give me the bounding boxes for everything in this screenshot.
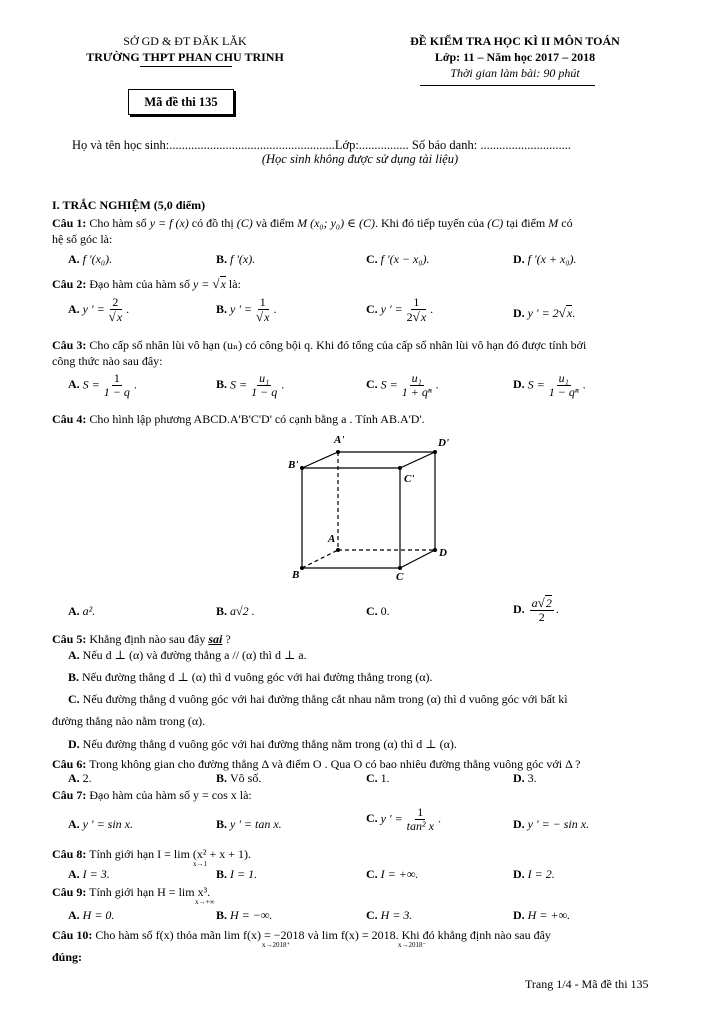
- question-3-label: Câu 3:: [52, 338, 87, 352]
- section-title: I. TRẮC NGHIỆM (5,0 điểm): [52, 198, 206, 212]
- question-1-text-a: Cho hàm số: [89, 216, 150, 230]
- question-8: [52, 846, 673, 862]
- question-8-label: Câu 8:: [52, 847, 87, 861]
- exam-note: (Học sinh không được sử dụng tài liệu): [261, 152, 459, 166]
- school-name: TRƯỜNG THPT PHAN CHU TRINH: [86, 50, 284, 64]
- q8-option-a[interactable]: A. I = 3.: [68, 867, 110, 881]
- q8-option-c[interactable]: C. I = +∞.: [366, 867, 419, 881]
- question-4-label: Câu 4:: [52, 412, 87, 426]
- q9-option-c[interactable]: C. H = 3.: [366, 908, 413, 922]
- q6-option-d[interactable]: D. 3.: [513, 771, 537, 785]
- q6-option-a[interactable]: A. 2.: [68, 771, 92, 785]
- question-9-label: Câu 9:: [52, 885, 87, 899]
- q9-limit-sub: x→+∞: [195, 898, 215, 906]
- question-7-label: Câu 7:: [52, 788, 87, 802]
- question-8-text: Tính giới hạn I = lim (x² + x + 1).: [89, 847, 252, 861]
- question-6-text: Trong không gian cho đường thẳng Δ và điểm O . Qua O có bao nhiêu đường thẳng vuông góc với Δ ?: [89, 757, 581, 771]
- q1-option-b[interactable]: B. f '(x).: [216, 252, 256, 266]
- cube-top-face: [302, 452, 435, 468]
- question-10-line2: đúng:: [52, 950, 83, 964]
- cube-label-C1: C': [404, 473, 415, 485]
- question-3: [52, 337, 673, 369]
- question-4-text: Cho hình lập phương ABCD.A'B'C'D' có cạnh bằng a . Tính AB.A'D'.: [89, 412, 425, 426]
- q3-option-d[interactable]: D. S = $\frac{\text{u₁}}{\text{1 − qⁿ}}$ .: [513, 371, 586, 399]
- question-9-text: Tính giới hạn H = lim x³.: [89, 885, 211, 899]
- q4-option-b[interactable]: B. a√2 .: [216, 604, 255, 618]
- cube-label-A1: A': [334, 434, 345, 446]
- q9-option-b[interactable]: B. H = −∞.: [216, 908, 273, 922]
- student-info-line: Họ và tên học sinh:.....................................................Lớp:................ Số báo danh: .............................: [72, 138, 571, 152]
- exam-title: ĐỀ KIỂM TRA HỌC KÌ II MÔN TOÁN: [410, 34, 620, 48]
- page-footer: Trang 1/4 - Mã đề thi 135: [525, 977, 649, 991]
- q2-option-c[interactable]: C. y ' = $\frac{1}{2√x}$ .: [366, 295, 434, 324]
- q9-option-d[interactable]: D. H = +∞.: [513, 908, 571, 922]
- q5-option-c[interactable]: C. Nếu đường thẳng d vuông góc với hai đường thẳng cắt nhau nằm trong (α) thì d vuông góc với bất kì: [68, 692, 568, 706]
- q2-option-a[interactable]: A. y ' = $\frac{2}{√x}$ .: [68, 295, 130, 324]
- q4-option-c[interactable]: C. 0.: [366, 604, 390, 618]
- dept-name: SỞ GD & ĐT ĐĂK LĂK: [123, 34, 247, 48]
- cube-label-C: C: [396, 571, 404, 583]
- question-5-text: Khẳng định nào sau đây: [89, 632, 209, 646]
- class-year: Lớp: 11 – Năm học 2017 – 2018: [434, 50, 596, 64]
- q1-option-a[interactable]: A. f '(x₀).: [68, 252, 113, 266]
- question-10-text: Cho hàm số f(x) thỏa mãn lim f(x) = −2018 và lim f(x) = 2018. Khi đó khẳng định nào sau đây: [95, 928, 551, 942]
- q8-limit-sub: x→1: [193, 860, 207, 868]
- q1-option-d[interactable]: D. f '(x + x₀).: [513, 252, 577, 266]
- question-10-label: Câu 10:: [52, 928, 93, 942]
- q5-option-a[interactable]: A. Nếu d ⊥ (α) và đường thẳng a // (α) thì d ⊥ a.: [68, 648, 307, 662]
- q1-option-c[interactable]: C. f '(x − x₀).: [366, 252, 430, 266]
- q7-option-c[interactable]: C. y ' = $\frac{1}{\text{tan² x}}$ .: [366, 805, 441, 833]
- question-4: [52, 411, 673, 427]
- question-1: Câu 1: Cho hàm số y = f (x) có đồ thị (C) và điểm M (x₀; y₀) ∈ (C). Khi đó tiếp tuyến của (C) tại điểm M có hệ số góc là:: [52, 216, 573, 246]
- q2-option-b[interactable]: B. y ' = $\frac{1}{√x}$ .: [216, 295, 277, 324]
- q3-option-c[interactable]: C. S = $\frac{\text{u₁}}{\text{1 + qⁿ}}$ .: [366, 371, 439, 399]
- question-2-tail: là:: [225, 277, 241, 291]
- cube-figure: [280, 430, 460, 590]
- q7-option-d[interactable]: D. y ' = − sin x.: [513, 817, 590, 831]
- q8-option-d[interactable]: D. I = 2.: [513, 867, 555, 881]
- q10-limit-sub-2: x→2018⁻: [398, 941, 427, 949]
- q3-option-a[interactable]: A. S = $\frac{1}{1 - q}$ .: [68, 371, 137, 399]
- q3-option-b[interactable]: B. S = $\frac{\text{u₁}}{1 - q}$ .: [216, 371, 285, 399]
- question-7: [52, 787, 673, 803]
- q9-option-a[interactable]: A. H = 0.: [68, 908, 115, 922]
- question-5-label: Câu 5:: [52, 632, 87, 646]
- question-2-label: Câu 2:: [52, 277, 87, 291]
- question-3-line2: công thức nào sau đây:: [52, 354, 163, 368]
- question-1-label: Câu 1:: [52, 216, 87, 230]
- q4-option-d[interactable]: D. $\frac{a√2}{2}$ .: [513, 595, 559, 624]
- cube-label-D1: D': [438, 437, 449, 449]
- cube-label-B1: B': [288, 459, 299, 471]
- q10-limit-sub-1: x→2018⁺: [262, 941, 291, 949]
- q2-option-d[interactable]: D. y ' = 2√x.: [513, 305, 576, 320]
- question-7-text: Đạo hàm của hàm số y = cos x là:: [89, 788, 252, 802]
- question-5-tail: ?: [222, 632, 231, 646]
- cube-label-A: A: [328, 533, 336, 545]
- q5-option-d[interactable]: D. Nếu đường thẳng d vuông góc với hai đường thẳng nằm trong (α) thì d ⊥ (α).: [68, 737, 457, 751]
- q8-option-b[interactable]: B. I = 1.: [216, 867, 258, 881]
- exam-code-box: Mã đề thi 135: [128, 89, 234, 115]
- exam-time: Thời gian làm bài: 90 phút: [450, 66, 580, 80]
- question-1-text-d: . Khi đó tiếp tuyến của: [374, 216, 488, 230]
- question-1-text-c: và điểm: [252, 216, 298, 230]
- question-2: Câu 2: Đạo hàm của hàm số y = √x là:: [52, 276, 241, 291]
- q6-option-b[interactable]: B. Vô số.: [216, 771, 262, 785]
- cube-label-D: D: [439, 547, 447, 559]
- time-underline: [420, 85, 595, 86]
- question-6-label: Câu 6:: [52, 757, 87, 771]
- q5-option-c-cont: đường thẳng nào nằm trong (α).: [52, 714, 206, 728]
- question-1-line2: hệ số góc là:: [52, 232, 113, 246]
- question-9: [52, 884, 673, 900]
- question-3-text: Cho cấp số nhân lùi vô hạn (uₙ) có công bội q. Khi đó tổng của cấp số nhân lùi vô hạn đó được tính bởi: [89, 338, 587, 352]
- cube-label-B: B: [292, 569, 300, 581]
- q7-option-a[interactable]: A. y ' = sin x.: [68, 817, 133, 831]
- question-5-sai: sai: [208, 632, 223, 646]
- question-10: [52, 927, 673, 943]
- q5-option-b[interactable]: B. Nếu đường thẳng d ⊥ (α) thì d vuông góc với hai đường thẳng trong (α).: [68, 670, 433, 684]
- question-2-text: Đạo hàm của hàm số: [89, 277, 193, 291]
- question-1-text-b: có đồ thị: [188, 216, 237, 230]
- question-1-text-f: có: [558, 216, 573, 230]
- q4-option-a[interactable]: A. a².: [68, 604, 96, 618]
- question-5: [52, 631, 673, 647]
- q6-option-c[interactable]: C. 1.: [366, 771, 390, 785]
- q7-option-b[interactable]: B. y ' = tan x.: [216, 817, 282, 831]
- question-1-text-e: tại điểm: [503, 216, 549, 230]
- question-6: [52, 756, 673, 772]
- school-underline: [140, 66, 232, 67]
